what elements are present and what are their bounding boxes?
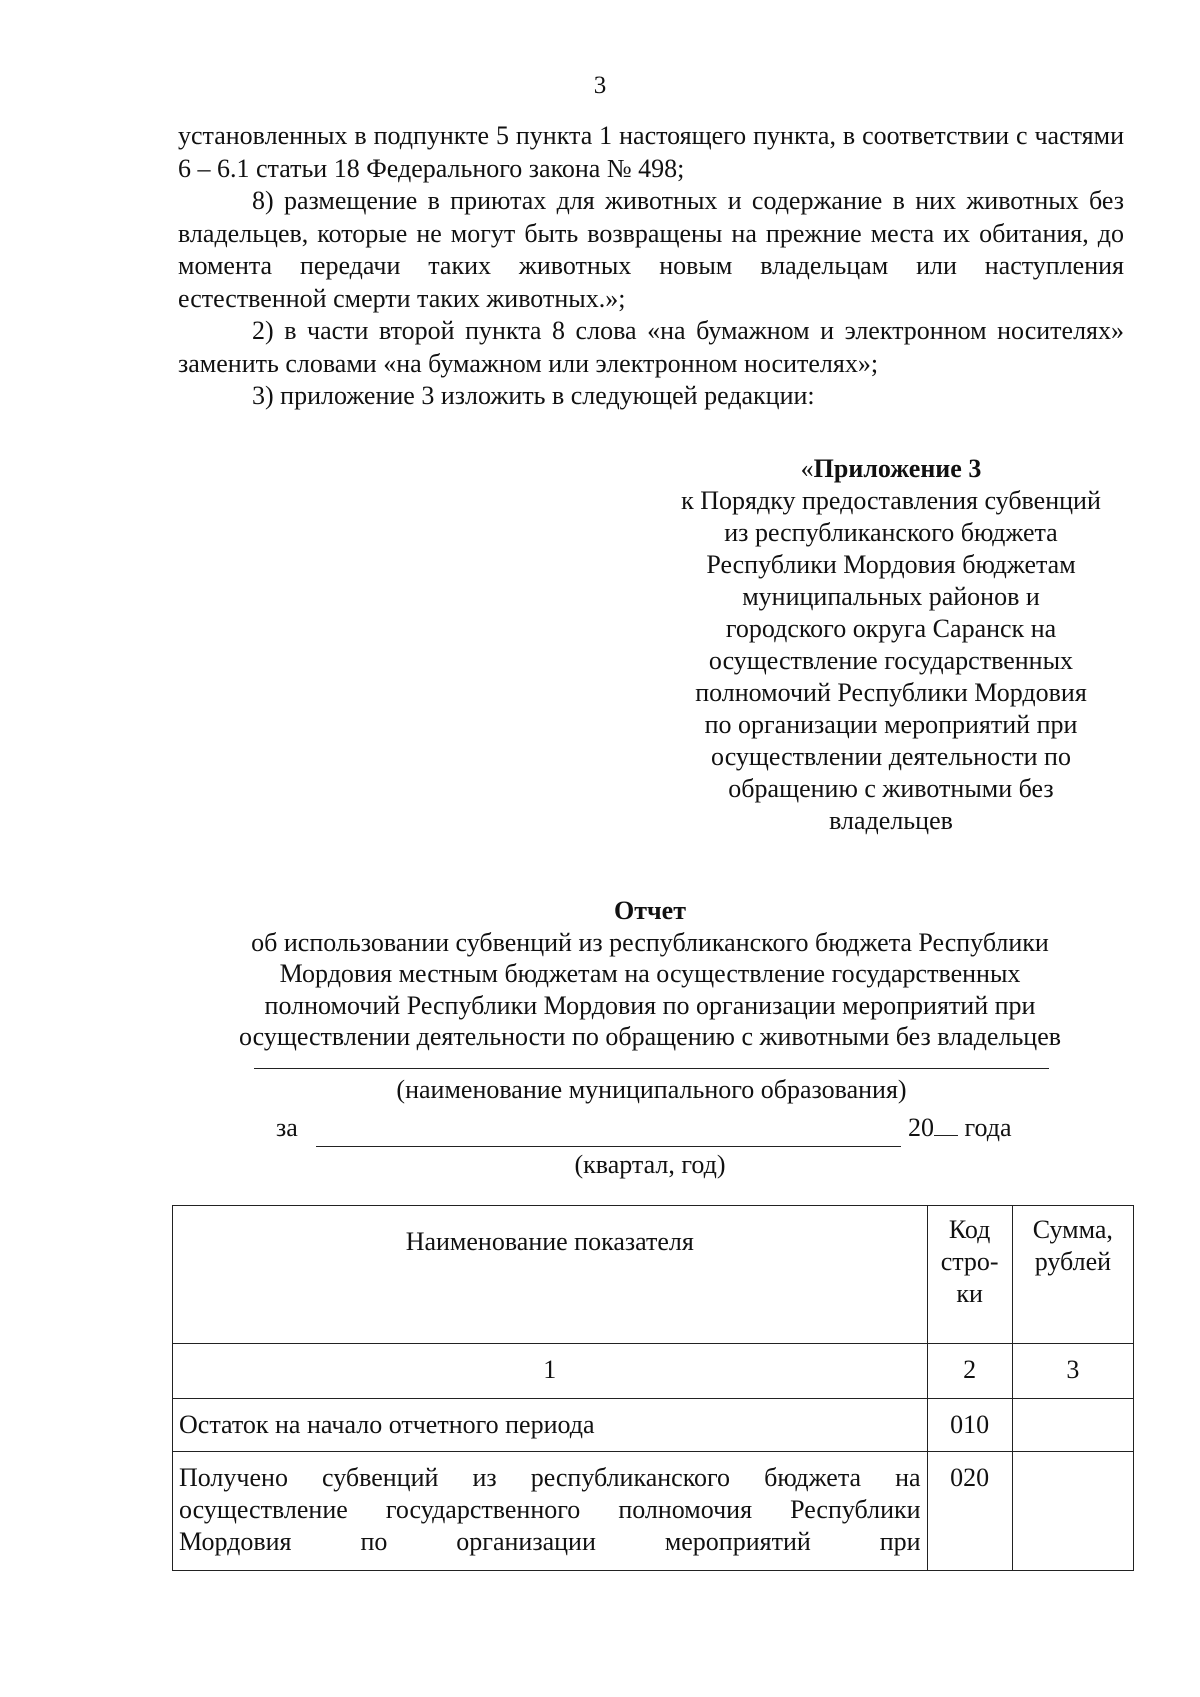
period-year: 20 года — [908, 1113, 1012, 1142]
report-subtitle-line: об использовании субвенций из республиканского бюджета Республики — [251, 927, 1049, 957]
appendix-line: осуществлении деятельности по — [711, 742, 1071, 771]
table-row — [173, 1399, 1134, 1452]
report-subtitle-line: полномочий Республики Мордовия по организации мероприятий при — [264, 990, 1036, 1020]
paragraph-continuation: установленных в подпункте 5 пункта 1 настоящего пункта, в соответствии с частями 6 – 6.1 статьи 18 Федерального закона № 498; — [178, 121, 1124, 183]
paragraph-item-3: 3) приложение 3 изложить в следующей редакции: — [252, 381, 815, 410]
column-number: 2 — [927, 1344, 1012, 1399]
appendix-line: из республиканского бюджета — [724, 518, 1058, 547]
report-subtitle-line: осуществлении деятельности по обращению с животными без владельцев — [238, 1022, 1062, 1051]
appendix-line: Республики Мордовия бюджетам — [706, 550, 1076, 579]
header-sum: Сумма, рублей — [1012, 1206, 1133, 1344]
appendix-title: «Приложение 3 — [800, 454, 982, 483]
table-row — [173, 1452, 1134, 1571]
municipality-caption: (наименование муниципального образования) — [396, 1075, 907, 1104]
body-text — [178, 120, 1124, 413]
report-title: Отчет — [614, 896, 686, 925]
municipality-field — [254, 1068, 1049, 1105]
table-header-row — [173, 1206, 1134, 1344]
appendix-line: городского округа Саранск на — [725, 614, 1057, 643]
period-caption: (квартал, год) — [574, 1150, 726, 1179]
row-name: Остаток на начало отчетного периода — [173, 1399, 928, 1452]
appendix-line: к Порядку предоставления субвенций — [681, 486, 1101, 515]
row-sum — [1012, 1452, 1133, 1571]
appendix-line: обращению с животными без — [728, 774, 1054, 803]
header-code: Код стро- ки — [927, 1206, 1012, 1344]
report-heading — [150, 895, 1150, 1053]
appendix-line: муниципальных районов и — [742, 582, 1040, 611]
paragraph-item-8: 8) размещение в приютах для животных и содержание в них животных без владельцев, которые не могут быть возвращены на прежние места их обитания, до момента передачи таких животных новым владельцам или наступления естественной смерти таких животных.»; — [178, 186, 1124, 313]
row-name: Получено субвенций из республиканского бюджета на осуществление государственного полномочия Республики Мордовия по организации мероприятий при — [173, 1452, 928, 1571]
report-table — [172, 1205, 1134, 1571]
appendix-line: по организации мероприятий при — [704, 710, 1078, 739]
period-prefix: за — [276, 1113, 298, 1142]
report-subtitle-line: Мордовия местным бюджетам на осуществление государственных — [279, 959, 1021, 988]
municipality-blank-line — [254, 1068, 1049, 1069]
appendix-header — [652, 453, 1130, 837]
column-number: 1 — [173, 1344, 928, 1399]
column-number-row — [173, 1344, 1134, 1399]
page-number: 3 — [593, 72, 607, 99]
appendix-line: осуществление государственных — [708, 646, 1074, 675]
row-sum — [1012, 1399, 1133, 1452]
period-blank-line — [316, 1146, 901, 1147]
appendix-line: владельцев — [829, 806, 953, 835]
paragraph-item-2: 2) в части второй пункта 8 слова «на бумажном и электронном носителях» заменить словами «на бумажном или электронном носителях»; — [178, 316, 1124, 378]
row-code: 020 — [927, 1452, 1012, 1571]
period-field — [276, 1113, 1036, 1149]
row-code: 010 — [927, 1399, 1012, 1452]
column-number: 3 — [1012, 1344, 1133, 1399]
header-name: Наименование показателя — [173, 1206, 928, 1344]
appendix-line: полномочий Республики Мордовия — [695, 678, 1087, 707]
year-blank — [934, 1113, 958, 1136]
